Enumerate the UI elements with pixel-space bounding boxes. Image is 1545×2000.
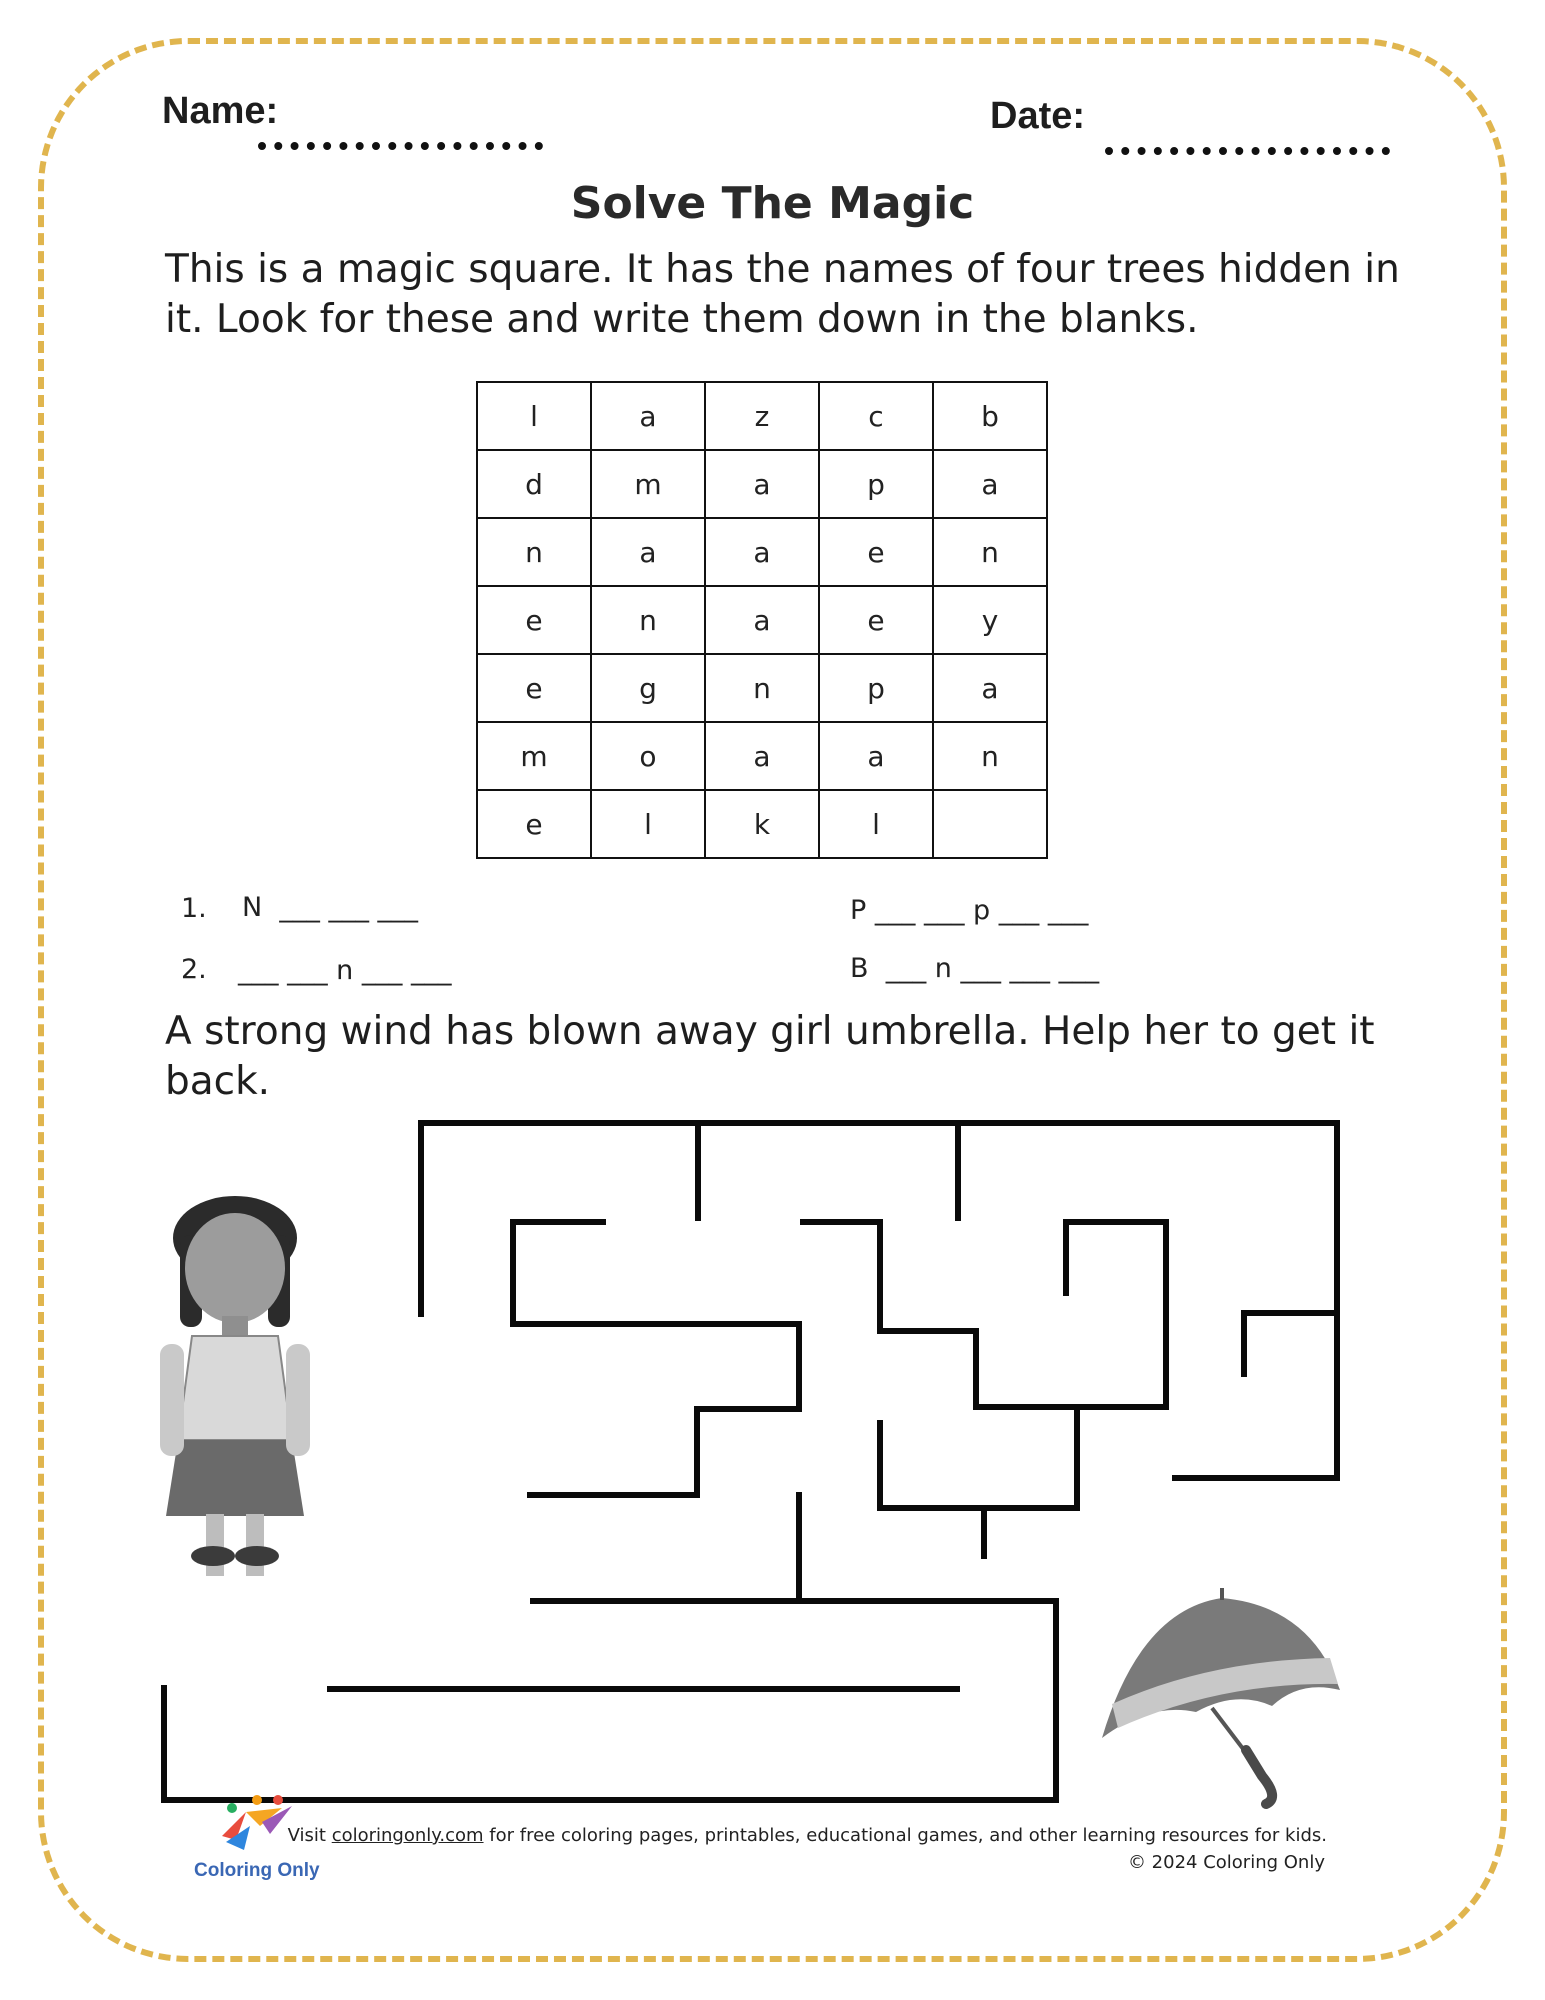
grid-cell: a	[819, 722, 933, 790]
brand-name: Coloring Only	[194, 1860, 320, 1881]
grid-cell: d	[477, 450, 591, 518]
footer-visit-prefix: Visit	[287, 1825, 332, 1846]
grid-cell: l	[477, 382, 591, 450]
grid-cell: a	[705, 722, 819, 790]
footer-visit-text	[288, 1825, 1327, 1846]
coloringonly-link[interactable]: coloringonly.com	[331, 1825, 484, 1846]
grid-cell: k	[705, 790, 819, 858]
grid-cell: m	[477, 722, 591, 790]
grid-cell: z	[705, 382, 819, 450]
answer-blank-3[interactable]: P ___ ___ p ___ ___	[850, 895, 1089, 926]
footer-copyright: © 2024 Coloring Only	[1127, 1852, 1325, 1873]
girl-illustration	[160, 1196, 310, 1576]
grid-cell: a	[591, 382, 705, 450]
grid-cell: c	[819, 382, 933, 450]
grid-cell: e	[819, 586, 933, 654]
grid-cell: a	[705, 518, 819, 586]
answer-blank-2[interactable]: ___ ___ n ___ ___	[238, 955, 452, 986]
grid-cell: e	[477, 654, 591, 722]
answer-blank-4[interactable]: B ___ n ___ ___ ___	[850, 953, 1100, 984]
grid-cell: l	[819, 790, 933, 858]
grid-cell: a	[933, 450, 1047, 518]
grid-cell: n	[933, 722, 1047, 790]
grid-cell: a	[591, 518, 705, 586]
grid-cell: m	[591, 450, 705, 518]
grid-cell: e	[819, 518, 933, 586]
maze-instructions: A strong wind has blown away girl umbrella. Help her to get it back.	[165, 1009, 1375, 1104]
answer-number-2: 2.	[181, 954, 207, 985]
umbrella-illustration	[1102, 1588, 1340, 1804]
grid-cell: g	[591, 654, 705, 722]
grid-cell: n	[933, 518, 1047, 586]
grid-cell: e	[477, 790, 591, 858]
magic-square-instructions: This is a magic square. It has the names of four trees hidden in it. Look for these and write them down in the blanks.	[165, 247, 1400, 342]
answer-blank-1[interactable]: N ___ ___ ___	[242, 892, 419, 923]
grid-cell: b	[933, 382, 1047, 450]
grid-cell: n	[591, 586, 705, 654]
grid-cell: n	[705, 654, 819, 722]
name-label: Name:	[162, 90, 279, 132]
answer-number-1: 1.	[181, 893, 207, 924]
grid-cell: n	[477, 518, 591, 586]
footer-visit-suffix: for free coloring pages, printables, educational games, and other learning resources for kids.	[483, 1825, 1327, 1846]
grid-cell: a	[705, 586, 819, 654]
date-label: Date:	[990, 95, 1086, 137]
grid-cell: a	[705, 450, 819, 518]
grid-cell: e	[477, 586, 591, 654]
grid-cell: o	[591, 722, 705, 790]
grid-cell: a	[933, 654, 1047, 722]
grid-cell: p	[819, 450, 933, 518]
grid-cell: p	[819, 654, 933, 722]
coloring-only-logo	[222, 1795, 292, 1850]
grid-cell: y	[933, 586, 1047, 654]
grid-cell: l	[591, 790, 705, 858]
page-title: Solve The Magic	[570, 178, 975, 229]
